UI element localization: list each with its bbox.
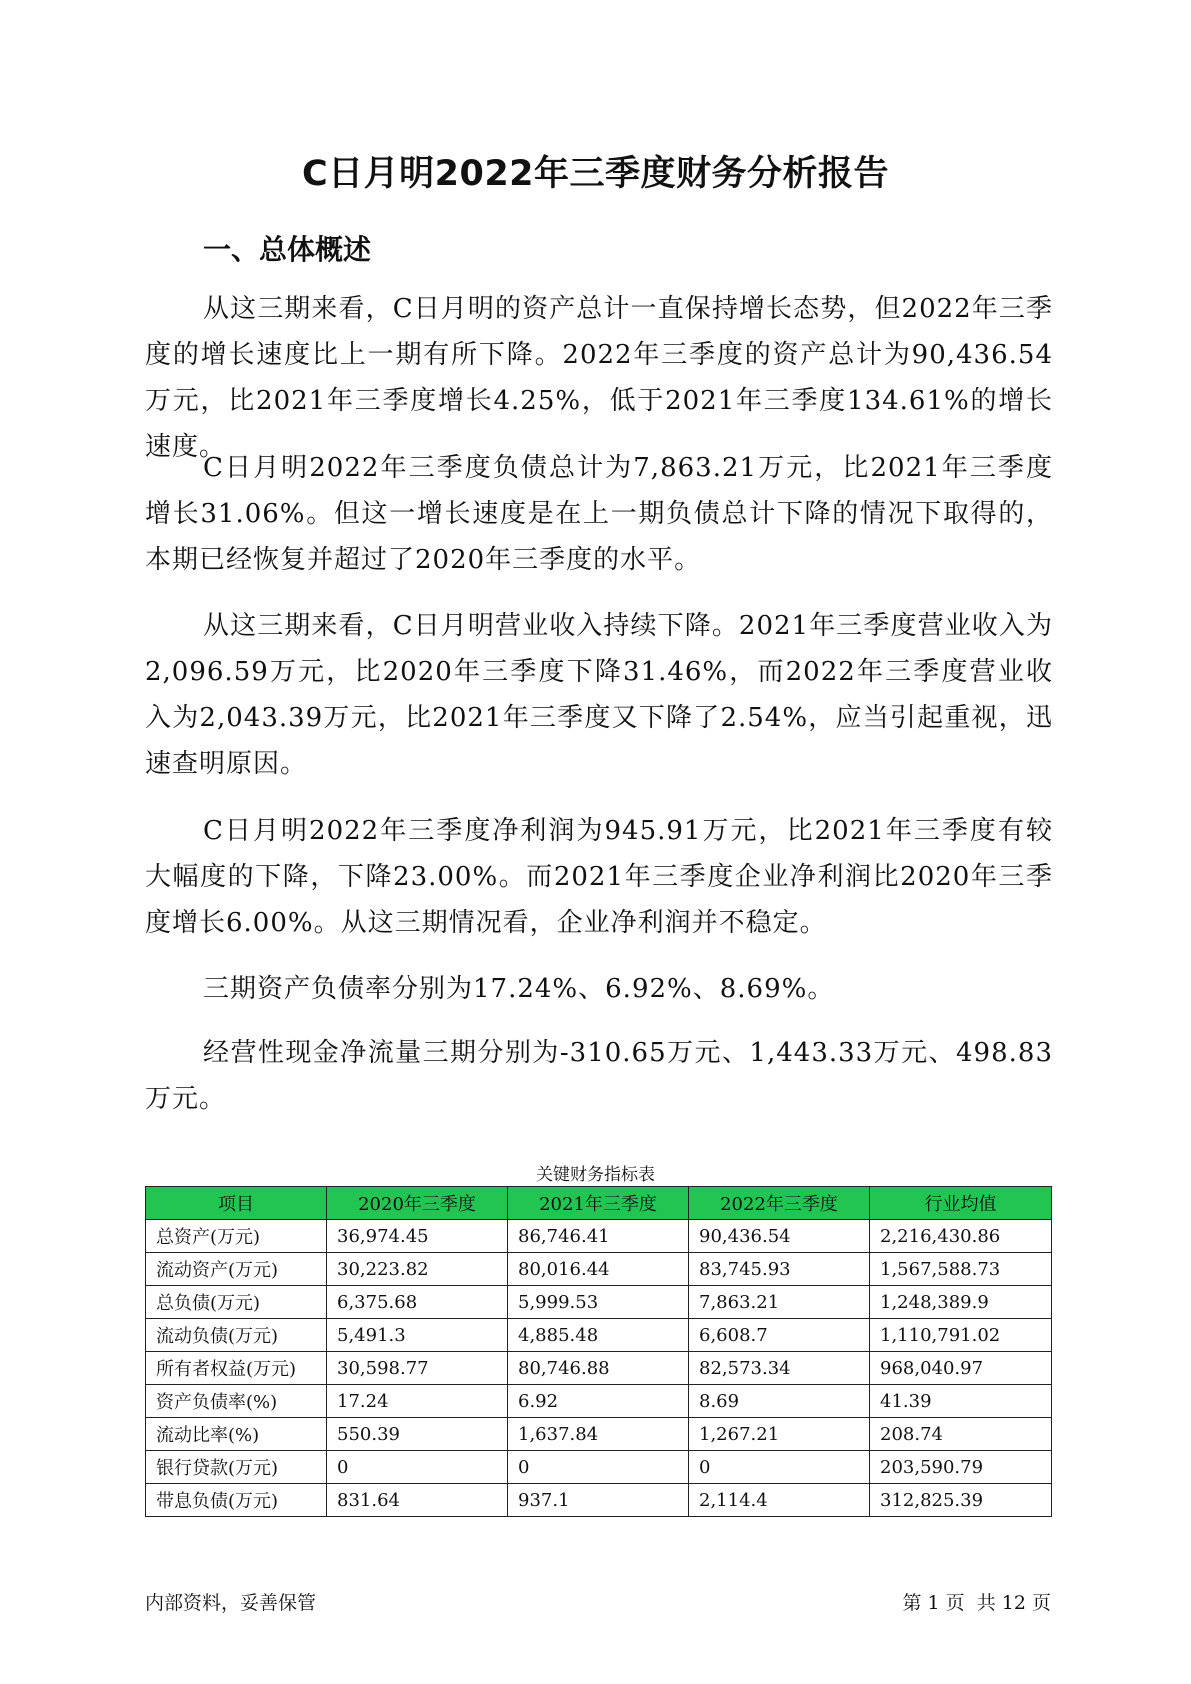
table-cell: 7,863.21 bbox=[689, 1286, 870, 1319]
table-cell: 1,567,588.73 bbox=[870, 1253, 1052, 1286]
table-row bbox=[146, 1319, 1052, 1352]
table-cell: 208.74 bbox=[870, 1418, 1052, 1451]
column-header-2020q3: 2020年三季度 bbox=[327, 1187, 508, 1220]
row-label: 资产负债率(%) bbox=[146, 1385, 327, 1418]
table-row bbox=[146, 1484, 1052, 1517]
table-cell: 82,573.34 bbox=[689, 1352, 870, 1385]
paragraph-revenue: 从这三期来看，C日月明营业收入持续下降。2021年三季度营业收入为2,096.59万元，比2020年三季度下降31.46%，而2022年三季度营业收入为2,043.39万元，比2021年三季度又下降了2.54%，应当引起重视，迅速查明原因。 bbox=[145, 611, 1053, 779]
table-cell: 90,436.54 bbox=[689, 1220, 870, 1253]
table-cell: 80,746.88 bbox=[508, 1352, 689, 1385]
paragraph-debt-ratio: 三期资产负债率分别为17.24%、6.92%、8.69%。 bbox=[203, 974, 835, 1004]
row-label: 所有者权益(万元) bbox=[146, 1352, 327, 1385]
table-cell: 30,598.77 bbox=[327, 1352, 508, 1385]
column-header-2022q3: 2022年三季度 bbox=[689, 1187, 870, 1220]
row-label: 流动负债(万元) bbox=[146, 1319, 327, 1352]
table-cell: 6,608.7 bbox=[689, 1319, 870, 1352]
table-cell: 80,016.44 bbox=[508, 1253, 689, 1286]
table-cell: 1,267.21 bbox=[689, 1418, 870, 1451]
paragraph-liabilities: C日月明2022年三季度负债总计为7,863.21万元，比2021年三季度增长31.06%。但这一增长速度是在上一期负债总计下降的情况下取得的，本期已经恢复并超过了2020年三季度的水平。 bbox=[145, 453, 1053, 575]
table-cell: 2,216,430.86 bbox=[870, 1220, 1052, 1253]
table-cell: 203,590.79 bbox=[870, 1451, 1052, 1484]
table-cell: 1,110,791.02 bbox=[870, 1319, 1052, 1352]
table-row bbox=[146, 1220, 1052, 1253]
table-cell: 36,974.45 bbox=[327, 1220, 508, 1253]
table-row bbox=[146, 1352, 1052, 1385]
table-row bbox=[146, 1286, 1052, 1319]
table-cell: 2,114.4 bbox=[689, 1484, 870, 1517]
key-financial-indicators-table bbox=[145, 1186, 1052, 1517]
row-label: 流动资产(万元) bbox=[146, 1253, 327, 1286]
footer-page-number: 第 1 页 共 12 页 bbox=[902, 1592, 1051, 1614]
table-caption: 关键财务指标表 bbox=[536, 1165, 655, 1185]
paragraph-assets: 从这三期来看，C日月明的资产总计一直保持增长态势，但2022年三季度的增长速度比上一期有所下降。2022年三季度的资产总计为90,436.54万元，比2021年三季度增长4.25%，低于2021年三季度134.61%的增长速度。 bbox=[145, 294, 1053, 462]
table-cell: 0 bbox=[689, 1451, 870, 1484]
table-cell: 30,223.82 bbox=[327, 1253, 508, 1286]
section-heading-overview: 一、总体概述 bbox=[203, 233, 372, 266]
table-cell: 1,637.84 bbox=[508, 1418, 689, 1451]
table-cell: 0 bbox=[327, 1451, 508, 1484]
row-label: 流动比率(%) bbox=[146, 1418, 327, 1451]
table-cell: 550.39 bbox=[327, 1418, 508, 1451]
row-label: 总资产(万元) bbox=[146, 1220, 327, 1253]
table-cell: 0 bbox=[508, 1451, 689, 1484]
row-label: 总负债(万元) bbox=[146, 1286, 327, 1319]
table-cell: 41.39 bbox=[870, 1385, 1052, 1418]
table-cell: 6,375.68 bbox=[327, 1286, 508, 1319]
paragraph-net-profit: C日月明2022年三季度净利润为945.91万元，比2021年三季度有较大幅度的下降，下降23.00%。而2021年三季度企业净利润比2020年三季度增长6.00%。从这三期情况看，企业净利润并不稳定。 bbox=[145, 816, 1053, 938]
column-header-industry-average: 行业均值 bbox=[870, 1187, 1052, 1220]
table-cell: 6.92 bbox=[508, 1385, 689, 1418]
table-row bbox=[146, 1451, 1052, 1484]
table-cell: 937.1 bbox=[508, 1484, 689, 1517]
table-cell: 312,825.39 bbox=[870, 1484, 1052, 1517]
table-cell: 8.69 bbox=[689, 1385, 870, 1418]
footer-confidential-note: 内部资料，妥善保管 bbox=[145, 1592, 317, 1614]
paragraph-cash-flow: 经营性现金净流量三期分别为-310.65万元、1,443.33万元、498.83万元。 bbox=[145, 1038, 1053, 1114]
report-title: C日月明2022年三季度财务分析报告 bbox=[301, 154, 890, 194]
table-cell: 5,999.53 bbox=[508, 1286, 689, 1319]
row-label: 银行贷款(万元) bbox=[146, 1451, 327, 1484]
table-cell: 5,491.3 bbox=[327, 1319, 508, 1352]
table-header-row bbox=[146, 1187, 1052, 1220]
column-header-2021q3: 2021年三季度 bbox=[508, 1187, 689, 1220]
table-row bbox=[146, 1385, 1052, 1418]
table-row bbox=[146, 1253, 1052, 1286]
table-cell: 831.64 bbox=[327, 1484, 508, 1517]
table-cell: 968,040.97 bbox=[870, 1352, 1052, 1385]
table-cell: 4,885.48 bbox=[508, 1319, 689, 1352]
table-row bbox=[146, 1418, 1052, 1451]
row-label: 带息负债(万元) bbox=[146, 1484, 327, 1517]
column-header-item: 项目 bbox=[146, 1187, 327, 1220]
table-cell: 1,248,389.9 bbox=[870, 1286, 1052, 1319]
table-cell: 17.24 bbox=[327, 1385, 508, 1418]
table-cell: 86,746.41 bbox=[508, 1220, 689, 1253]
table-cell: 83,745.93 bbox=[689, 1253, 870, 1286]
